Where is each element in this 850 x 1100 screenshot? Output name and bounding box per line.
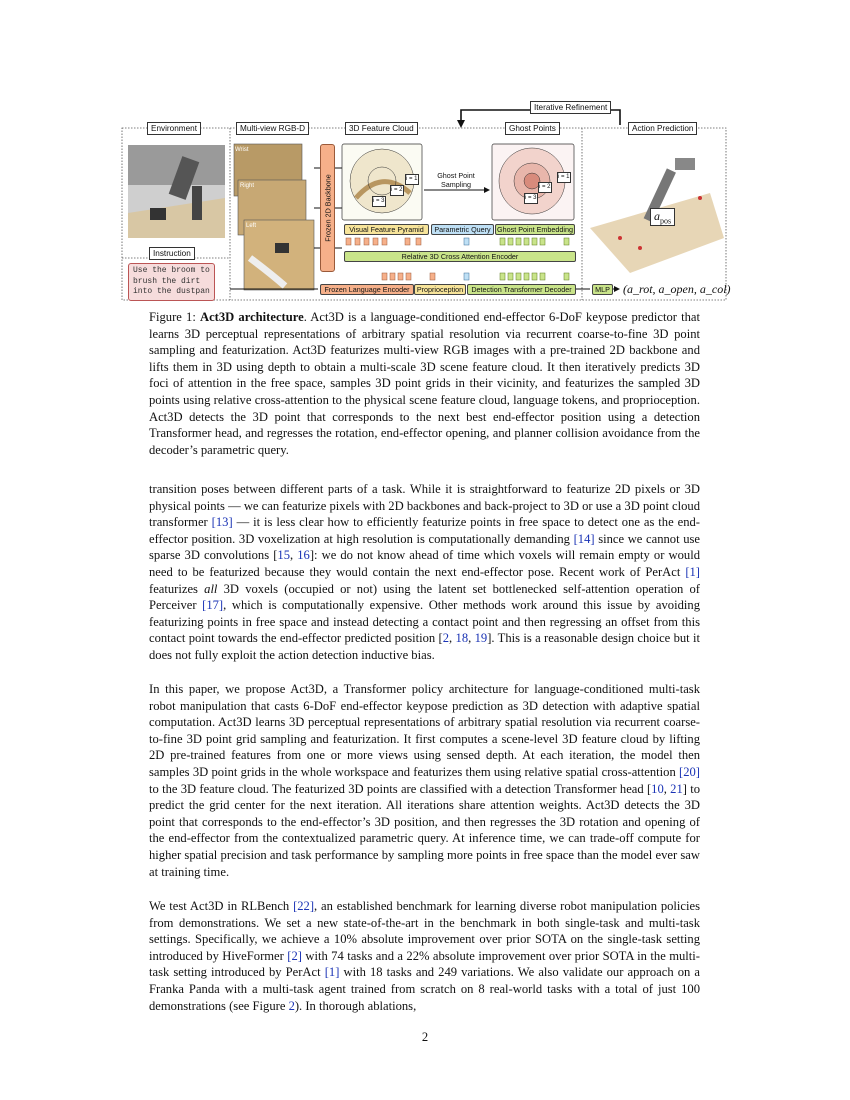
citation-link[interactable]: [2] [287, 948, 302, 963]
backbone-label: Frozen 2D Backbone [323, 174, 332, 242]
wrist-view-label: Wrist [235, 147, 249, 153]
citation-link[interactable]: [1] [324, 965, 340, 980]
refinement-arrowhead [457, 120, 465, 128]
text-run: , [663, 781, 671, 796]
text-run: , which is computationally expensive. Other methods work around this issue by avoiding featurizing points in free space and instead detecting a contact point and then regressing an offset from this contact point towards the end-effector predicted position [ [149, 598, 700, 646]
instruction-label: Instruction [149, 247, 195, 260]
text-run: since we cannot use sparse 3D convolutions [ [149, 531, 700, 563]
text-run: ). In thorough ablations, [294, 998, 417, 1013]
text-run: , [468, 631, 475, 646]
feature-cloud-label: 3D Feature Cloud [345, 122, 418, 135]
caption-body: . Act3D is a language-conditioned end-effector 6-DoF keypose predictor that learns 3D perceptual representations of arbitrary spatial resolution via recurrent coarse-to-fine 3D point sampling and featurization. Act3D featurizes multi-view RGB images with a pre-trained 2D backbone and lifts them in 3D using depth to obtain a multi-scale 3D scene feature cloud. It then iteratively predicts 3D foci of attention in the free space, samples 3D point grids in their vicinity, and featurizes the sampled 3D points using relative cross-attention to the physical scene feature cloud, language tokens, and proprioception. Act3D detects the 3D point that corresponds to the next best end-effector position using a detection Transformer head, and regresses the rotation, end-effector opening, and planner collision avoidance from the decoder’s parametric query. [149, 310, 700, 457]
page-number: 2 [421, 1030, 429, 1044]
paragraph-2 [149, 681, 700, 880]
text-run: , [289, 548, 298, 563]
parametric-query-box: Parametric Query [431, 224, 494, 235]
ghost-iter-1: i = 1 [557, 172, 571, 183]
citation-link[interactable]: [1] [685, 564, 700, 579]
language-encoder-box: Frozen Language Encoder [320, 284, 414, 295]
text-run: 3D voxels (occupied or not) using the latent set bottlenecked self-attention operation of Perceiver [149, 581, 701, 613]
text-run: — it is less clear how to efficiently featurize points in free space to detect one as the end-effector position. 3D voxelization at high resolution is computationally demanding [149, 515, 700, 546]
detection-decoder-box: Detection Transformer Decoder [467, 284, 576, 295]
action-prediction-label: Action Prediction [628, 122, 697, 135]
architecture-figure [120, 98, 730, 304]
citation-link[interactable]: 19 [474, 631, 488, 646]
backbone-box [320, 144, 335, 272]
caption-title: Act3D architecture [199, 310, 304, 324]
text-run: , an established benchmark for learning diverse robot manipulation policies from demonstrations. We set a new state-of-the-art in the benchmark in both single-task and multi-task settings. Specifically, we achieve a 10% absolute improvement over prior SOTA on the single-task setting introduced by HiveFormer [149, 899, 700, 963]
citation-link[interactable]: 2 [442, 631, 450, 646]
citation-link[interactable]: [14] [573, 531, 595, 546]
text-run: We test Act3D in RLBench [149, 899, 294, 913]
citation-link[interactable]: [13] [211, 515, 233, 530]
ghost-points-label: Ghost Points [505, 122, 560, 135]
citation-link[interactable]: [22] [293, 899, 315, 913]
text-run: featurizes [149, 581, 205, 596]
environment-label: Environment [147, 122, 201, 135]
emphasis: all [204, 581, 218, 596]
multiview-label: Multi-view RGB-D [236, 122, 309, 135]
cloud-iter-1: i = 1 [405, 174, 419, 185]
text-run: with 74 tasks and a 22% absolute improvement over prior SOTA in the multi-task setting introduced by PerAct [149, 948, 700, 980]
text-run: ] to predict the grid center for the next iteration. All iterations share attention weights. Act3D detects the 3D point that corresponds to the end-effector’s 3D position, and then regresses the 3D rotation and opening of the end-effector from the contextualized parametric query. At inference time, we can trade-off compute for higher spatial precision and task performance by sampling more points in free space than the model ever saw at training time. [149, 781, 701, 879]
paragraph-1 [149, 481, 700, 664]
text-run: to the 3D feature cloud. The featurized 3D points are classified with a detection Transformer head [ [149, 781, 652, 796]
paragraph-3 [149, 898, 700, 1014]
a-pos-label: $a_{pos}$ [650, 208, 675, 226]
citation-link[interactable]: 15 [277, 548, 290, 563]
iterative-refinement-label: Iterative Refinement [530, 101, 611, 114]
text-run: transition poses between different parts of a task. While it is straightforward to featurize 2D pixels or 3D physical points — we can featurize pixels with 2D backbones and back-project to 3D or use a 3D point cloud transformer [149, 482, 700, 530]
text-run: , [449, 631, 456, 646]
text-run: ]: we do not know ahead of time which voxels will remain empty or would need to be featurized because they would contain the next end-effector pose. Recent work of PerAct [149, 548, 700, 579]
citation-link[interactable]: 10 [651, 781, 664, 796]
text-run: In this paper, we propose Act3D, a Transformer policy architecture for language-conditioned multi-task robot manipulation that casts 6-DoF end-effector keypose prediction as 3D detection with adaptive spatial computation. Act3D learns 3D perceptual representations of arbitrary spatial resolution via recurrent coarse-to-fine 3D point grid sampling and featurization. It first computes a scene-level 3D feature cloud by lifting 2D pre-trained features from one or more views using sensed depth. At each iteration, the model then samples 3D point grids in the whole workspace and featurizes them using relative spatial cross-attention [149, 682, 700, 779]
caption-prefix: Figure 1: [149, 310, 200, 324]
mlp-box: MLP [592, 284, 613, 295]
citation-link[interactable]: [20] [679, 764, 700, 779]
citation-link[interactable]: 21 [670, 781, 683, 796]
citation-link[interactable]: 18 [455, 631, 469, 646]
text-run: with 18 tasks and 249 variations. We also validate our approach on a Franka Panda with a multi-task agent trained from scratch on 8 real-world tasks with a total of just 100 demonstrations (see Figure [149, 965, 701, 1013]
feature-tokens [346, 238, 421, 245]
ghost-point-embedding-box: Ghost Point Embedding [495, 224, 575, 235]
language-tokens [382, 273, 435, 280]
instruction-text: Use the broom to brush the dirt into the dustpan [128, 263, 215, 301]
visual-feature-pyramid-box: Visual Feature Pyramid [344, 224, 429, 235]
citation-link[interactable]: 2 [288, 998, 295, 1013]
cloud-iter-2: i = 2 [390, 185, 404, 196]
text-run: ]. This is a reasonable design choice but it does not fully exploit the action detection inductive bias. [149, 631, 701, 662]
citation-link[interactable]: 16 [297, 548, 310, 563]
action-outputs-label: (a_rot, a_open, a_col) [623, 282, 731, 296]
citation-link[interactable]: [17] [202, 598, 224, 613]
left-view-label: Left [246, 223, 257, 229]
right-view-label: Right [240, 183, 255, 189]
figure-caption [149, 309, 700, 458]
ghost-iter-3: i = 3 [524, 193, 538, 204]
proprioception-box: Proprioception [414, 284, 466, 295]
cross-attention-encoder-box: Relative 3D Cross Attention Encoder [344, 251, 576, 262]
ghost-point-sampling-label: Ghost Point Sampling [437, 171, 475, 189]
ghost-iter-2: i = 2 [538, 182, 552, 193]
cloud-iter-3: i = 3 [372, 196, 386, 207]
